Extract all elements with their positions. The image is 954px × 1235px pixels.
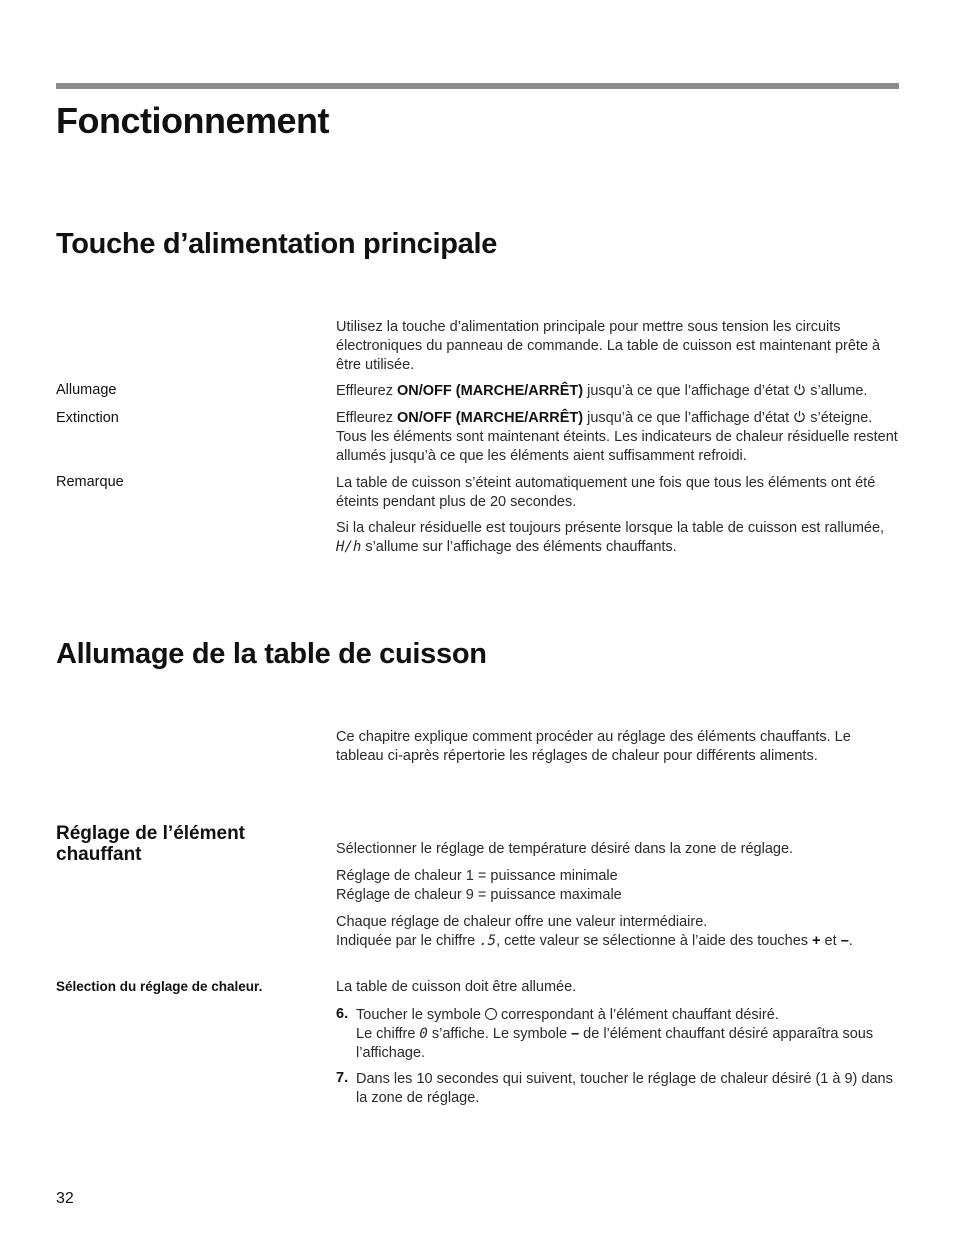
- minus-symbol: –: [571, 1026, 580, 1042]
- heating-setting-min: Réglage de chaleur 1 = puissance minimale: [336, 868, 618, 884]
- allumage-text: Effleurez ON/OFF (MARCHE/ARRÊT) jusqu’à ce que l’affichage d’état s’allume.: [336, 383, 868, 399]
- step-7-number: 7.: [336, 1070, 349, 1086]
- subsection-title-heating-element: Réglage de l’élément chauffant: [56, 823, 246, 865]
- residual-heat-symbol: H/h: [336, 539, 362, 555]
- intermediate-setting-line1: Chaque réglage de chaleur offre une valeur intermédiaire.: [336, 914, 708, 930]
- extinction-text: Effleurez ON/OFF (MARCHE/ARRÊT) jusqu’à ce que l’affichage d’état s’éteigne. Tous les éléments sont maintenant éteints. Les indicateurs de chaleur résiduelle restent allumés jusqu’à ce que les éléments aient suffisamment refroidi.: [336, 410, 898, 464]
- step-6-number: 6.: [336, 1006, 349, 1022]
- plus-key-symbol: +: [812, 933, 821, 949]
- power-icon: [793, 410, 806, 423]
- page-number: 32: [56, 1190, 74, 1207]
- half-step-symbol: .5: [479, 933, 497, 949]
- circle-icon: [485, 1008, 497, 1020]
- remarque-label: Remarque: [56, 474, 124, 490]
- step-6-text: Toucher le symbole correspondant à l’élément chauffant désiré. Le chiffre 0 s’affiche. Le symbole – de l’élément chauffant désiré apparaîtra sous l’affichage.: [356, 1007, 874, 1061]
- heating-setting-text-1: Sélectionner le réglage de température désiré dans la zone de réglage.: [336, 841, 794, 857]
- page-title: Fonctionnement: [56, 100, 329, 141]
- extinction-label: Extinction: [56, 410, 119, 426]
- section-title-cooktop-on: Allumage de la table de cuisson: [56, 638, 487, 670]
- minus-key-symbol: –: [840, 933, 849, 949]
- selection-intro: La table de cuisson doit être allumée.: [336, 979, 577, 995]
- remarque-text-1: La table de cuisson s’éteint automatiquement une fois que tous les éléments ont été éteints pendant plus de 20 secondes.: [336, 475, 876, 510]
- allumage-label: Allumage: [56, 382, 117, 398]
- power-icon: [793, 383, 806, 396]
- section-title-power-key: Touche d’alimentation principale: [56, 228, 498, 260]
- step-7-text: Dans les 10 secondes qui suivent, toucher le réglage de chaleur désiré (1 à 9) dans la zone de réglage.: [356, 1071, 893, 1106]
- zero-digit-symbol: 0: [419, 1026, 428, 1042]
- heating-setting-max: Réglage de chaleur 9 = puissance maximale: [336, 887, 622, 903]
- selection-label: Sélection du réglage de chaleur.: [56, 979, 263, 994]
- cooktop-intro: Ce chapitre explique comment procéder au réglage des éléments chauffants. Le tableau ci-après répertorie les réglages de chaleur pour différents aliments.: [336, 729, 851, 764]
- intermediate-setting-line2: Indiquée par le chiffre .5, cette valeur se sélectionne à l’aide des touches + et –.: [336, 933, 853, 949]
- power-key-intro: Utilisez la touche d’alimentation principale pour mettre sous tension les circuits électroniques du panneau de commande. La table de cuisson est maintenant prête à être utilisée.: [336, 319, 881, 373]
- remarque-text-2: Si la chaleur résiduelle est toujours présente lorsque la table de cuisson est rallumée, H/h s’allume sur l’affichage des éléments chauffants.: [336, 520, 885, 555]
- top-rule: [56, 83, 899, 89]
